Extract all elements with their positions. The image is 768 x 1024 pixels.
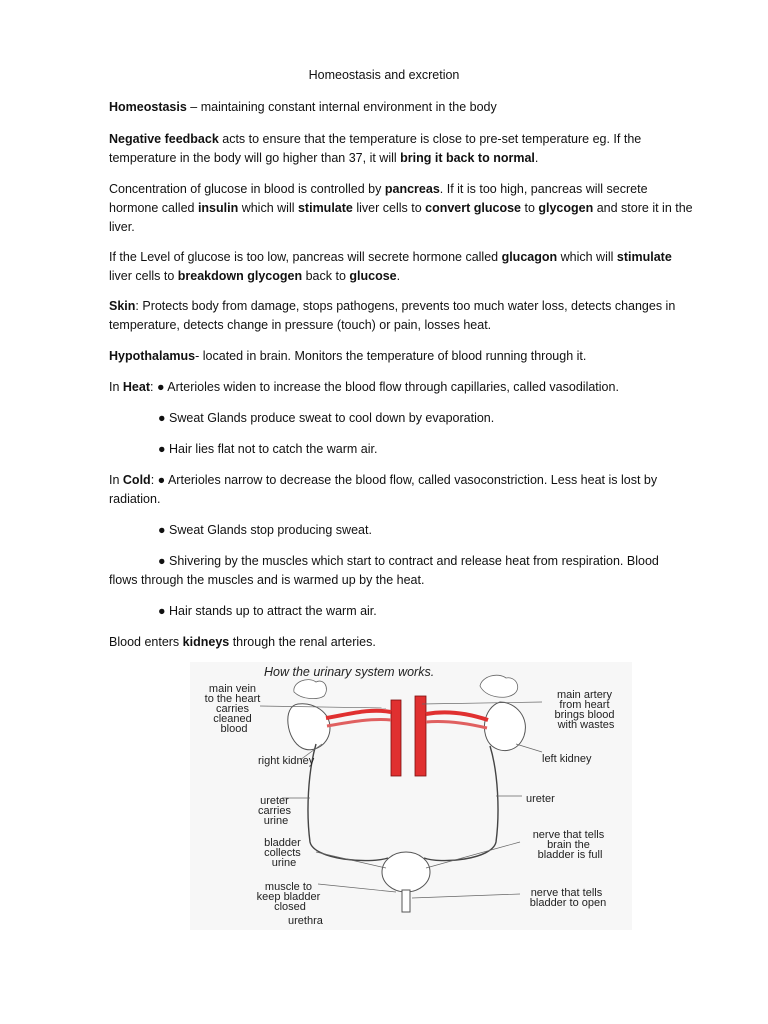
term-homeostasis: Homeostasis [109,100,187,114]
muscle-label: muscle to keep bladder closed [256,881,321,913]
main-vein-label: main vein to the heart carries cleaned blood [204,683,261,735]
term-skin: Skin [109,299,136,313]
urethra-label: urethra [288,915,323,927]
cold-bullet-shivering: ● Shivering by the muscles which start to contract and release heat from respiration. Blood [158,554,659,568]
cold-bullet-hair: ● Hair stands up to attract the warm air. [158,604,377,618]
right-kidney-label: right kidney [258,755,315,767]
term-cold: Cold [122,473,151,487]
heat-bullet-sweat: ● Sweat Glands produce sweat to cool down by evaporation. [158,411,495,425]
bladder-label: bladder collects urine [264,837,301,869]
negative-feedback-paragraph: Negative feedback acts to ensure that the temperature is close to pre-set temperature eg. If the temperature in the body will go higher than 37, it will bring it back to normal. [109,132,642,165]
document-title: Homeostasis and excretion [308,68,460,82]
cold-bullet-shivering-cont: flows through the muscles and is warmed up by the heat. [109,573,425,587]
main-artery-label: main artery from heart brings blood with wastes [554,689,615,731]
kidneys-paragraph: Blood enters kidneys through the renal arteries. [109,635,376,649]
bladder-shape [382,852,430,892]
term-negative-feedback: Negative feedback [109,132,219,146]
homeostasis-definition: Homeostasis – maintaining constant internal environment in the body [109,100,497,114]
term-hypothalamus: Hypothalamus [109,349,196,363]
nerve-open-label: nerve that tells bladder to open [529,887,607,909]
ureter-left-label: ureter carries urine [257,795,291,827]
hypothalamus-paragraph: Hypothalamus- located in brain. Monitors the temperature of blood running through it. [109,349,587,363]
term-heat: Heat [122,380,150,394]
urinary-system-diagram [190,662,632,930]
glucose-high-paragraph: Concentration of glucose in blood is controlled by pancreas. If it is too high, pancreas will secrete hormone called insulin which will stimulate liver cells to convert glucose to glycogen and store it in the liver. [109,182,693,234]
right-adrenal-shape [294,680,327,699]
figure-title: How the urinary system works. [264,665,435,679]
glucose-low-paragraph: If the Level of glucose is too low, pancreas will secrete hormone called glucagon which will stimulate liver cells to breakdown glycogen back to glucose. [109,250,672,283]
ureter-right-label: ureter [526,793,555,805]
cold-bullet-sweat: ● Sweat Glands stop producing sweat. [158,523,372,537]
heat-line-1: In Heat: ● Arterioles widen to increase the blood flow through capillaries, called vasodilation. [109,380,619,394]
cold-line-1: In Cold: ● Arterioles narrow to decrease the blood flow, called vasoconstriction. Less heat is lost by radiation. [109,473,658,506]
urethra-shape [402,890,410,912]
skin-paragraph: Skin: Protects body from damage, stops pathogens, prevents too much water loss, detects changes in temperature, detects change in pressure (touch) or pain, losses heat. [109,299,676,332]
heat-bullet-hair: ● Hair lies flat not to catch the warm air. [158,442,378,456]
left-kidney-label: left kidney [542,753,592,765]
nerve-full-label: nerve that tells brain the bladder is full [532,829,605,861]
main-artery-vessel [415,696,426,776]
main-vein-vessel [391,700,401,776]
